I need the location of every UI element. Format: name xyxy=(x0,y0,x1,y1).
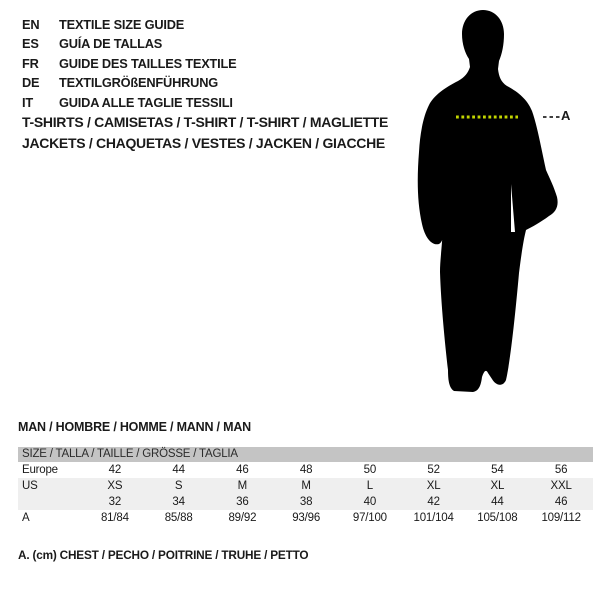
man-silhouette-shape xyxy=(418,10,558,392)
size-cell: XL xyxy=(426,480,441,492)
language-row xyxy=(22,54,237,73)
size-cell: 42 xyxy=(108,464,122,476)
size-cell: 34 xyxy=(172,496,185,508)
row-label: A xyxy=(22,512,30,524)
size-cell: 32 xyxy=(108,496,122,508)
size-cell: S xyxy=(174,480,183,492)
size-cell: 85/88 xyxy=(164,512,193,524)
size-cell: 54 xyxy=(491,464,504,476)
size-cell: L xyxy=(366,480,373,492)
size-cell: 97/100 xyxy=(352,512,387,524)
language-code: EN xyxy=(22,17,40,32)
size-cell: 105/108 xyxy=(477,512,518,524)
language-title: GUIDA ALLE TAGLIE TESSILI xyxy=(59,94,233,110)
size-cell: 44 xyxy=(491,496,504,508)
language-code: DE xyxy=(22,75,40,91)
row-label: Europe xyxy=(22,464,58,476)
table-row xyxy=(18,478,593,494)
size-cell: 101/104 xyxy=(413,512,454,524)
language-code: FR xyxy=(22,55,39,71)
size-cell: 89/92 xyxy=(228,512,257,524)
size-cell: M xyxy=(237,480,248,492)
size-cell: 50 xyxy=(363,464,377,476)
table-row xyxy=(18,510,593,526)
size-cell: 38 xyxy=(299,496,313,508)
size-table-rows xyxy=(18,462,593,526)
size-cell: 36 xyxy=(236,496,249,508)
language-row xyxy=(22,93,237,112)
language-title-list xyxy=(22,15,237,112)
language-title: GUIDE DES TAILLES TEXTILE xyxy=(59,55,237,71)
language-code: IT xyxy=(22,94,33,110)
language-code: ES xyxy=(22,36,39,52)
language-row xyxy=(22,34,237,53)
size-cell: 52 xyxy=(427,464,440,476)
measurement-footnote: A. (cm) CHEST / PECHO / POITRINE / TRUHE / PETTO xyxy=(18,548,309,562)
category-block xyxy=(22,112,388,154)
size-cell: 46 xyxy=(554,496,568,508)
size-cell: 109/112 xyxy=(541,512,581,524)
language-row xyxy=(22,73,237,92)
size-cell: 48 xyxy=(299,464,313,476)
size-cell: XL xyxy=(490,480,505,492)
category-line-tshirts: T-SHIRTS / CAMISETAS / T-SHIRT / T-SHIRT / MAGLIETTE xyxy=(22,114,389,130)
size-cell: 42 xyxy=(427,496,440,508)
language-row xyxy=(22,15,237,34)
table-row xyxy=(18,462,593,478)
size-cell: 93/96 xyxy=(292,512,321,524)
category-line-jackets: JACKETS / CHAQUETAS / VESTES / JACKEN / GIACCHE xyxy=(22,135,385,151)
size-cell: 46 xyxy=(236,464,249,476)
measure-label-a: A xyxy=(561,108,571,123)
table-row xyxy=(18,494,593,510)
size-cell: M xyxy=(301,480,311,492)
size-table xyxy=(18,447,593,526)
size-cell: 81/84 xyxy=(100,512,129,524)
size-cell: 56 xyxy=(554,464,568,476)
language-title: TEXTILE SIZE GUIDE xyxy=(59,17,185,32)
size-cell: XS xyxy=(107,480,123,492)
section-heading: MAN / HOMBRE / HOMME / MANN / MAN xyxy=(18,420,251,434)
language-title: GUÍA DE TALLAS xyxy=(59,36,163,52)
size-cell: 40 xyxy=(363,496,377,508)
man-silhouette xyxy=(415,8,565,393)
row-label: US xyxy=(22,480,38,492)
size-cell: 44 xyxy=(172,464,185,476)
size-cell: XXL xyxy=(550,480,572,492)
language-title: TEXTILGRÖßENFÜHRUNG xyxy=(59,75,218,91)
size-table-header: SIZE / TALLA / TAILLE / GRÖSSE / TAGLIA xyxy=(18,447,593,462)
